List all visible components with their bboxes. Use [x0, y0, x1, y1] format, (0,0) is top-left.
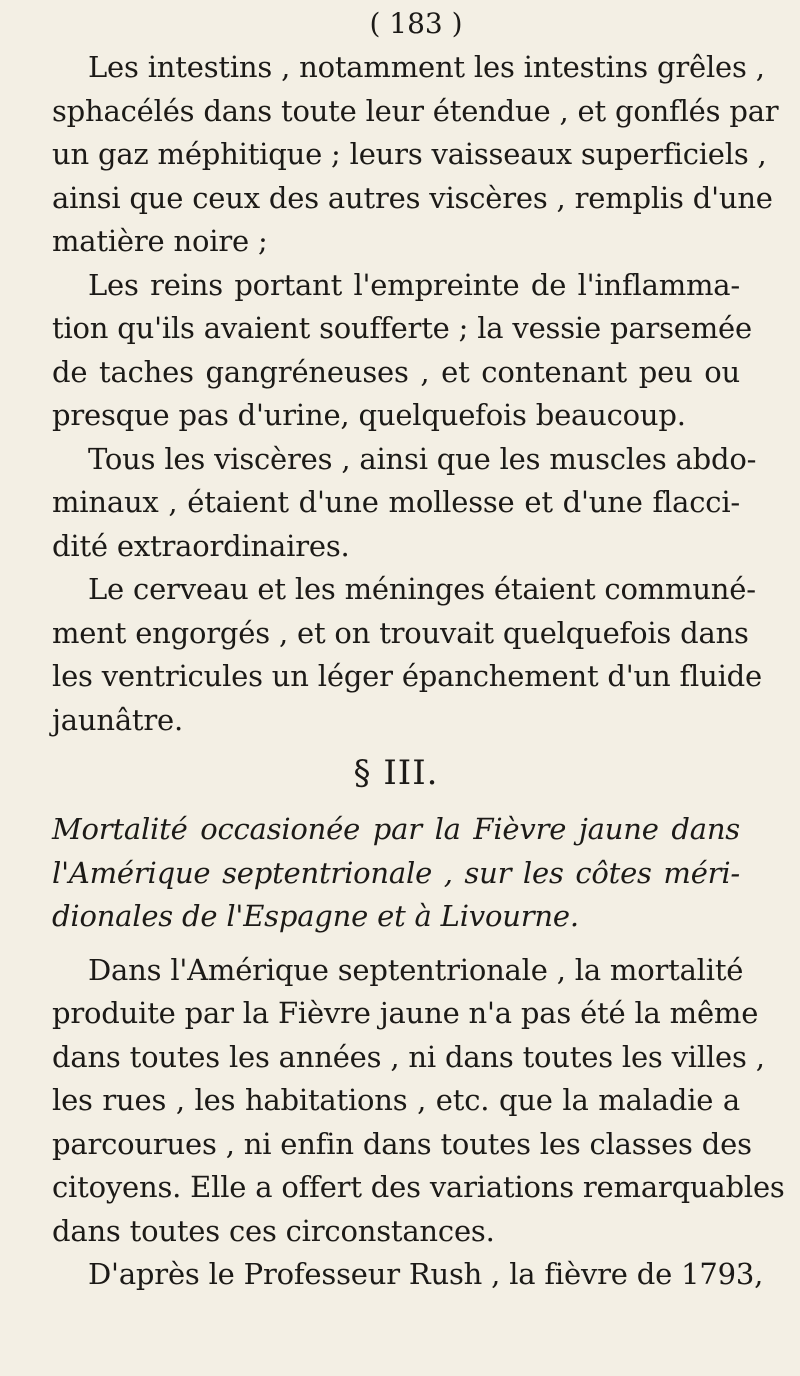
text-line: dans toutes ces circonstances. [52, 1213, 495, 1248]
text-line: Dans l'Amérique septentrionale , la mortalité [88, 952, 744, 987]
section-title-line: l'Amérique septentrionale , sur les côtes méri- [52, 855, 740, 890]
text-line: sphacélés dans toute leur étendue , et gonflés par [52, 93, 779, 128]
paragraph-intestines [52, 46, 779, 264]
section-title-line: Mortalité occasionée par la Fièvre jaune dans [52, 812, 740, 846]
paragraph-viscera [52, 438, 757, 569]
paragraph-rush [52, 1253, 764, 1297]
text-line: parcourues , ni enfin dans toutes les classes des [52, 1126, 752, 1161]
text-line: de taches gangréneuses , et contenant peu ou [52, 354, 740, 389]
section-heading: § III. [353, 753, 439, 793]
text-line: un gaz méphitique ; leurs vaisseaux superficiels , [52, 137, 767, 171]
text-line: les ventricules un léger épanchement d'un fluide [52, 659, 763, 693]
text-line: ment engorgés , et on trouvait quelquefois dans [52, 615, 749, 650]
paragraph-brain [52, 568, 763, 742]
text-line: Les reins portant l'empreinte de l'inflamma- [88, 267, 740, 302]
text-line: Tous les viscères , ainsi que les muscles abdo- [88, 441, 757, 476]
text-line: dans toutes les années , ni dans toutes les villes , [52, 1039, 765, 1074]
spacer [52, 939, 740, 949]
text-line: les rues , les habitations , etc. que la maladie a [52, 1083, 740, 1117]
text-line: produite par la Fièvre jaune n'a pas été la même [52, 996, 759, 1030]
text-line: minaux , étaient d'une mollesse et d'une flacci- [52, 485, 740, 519]
text-line: Les intestins , notamment les intestins grêles , [88, 50, 765, 84]
text-line: tion qu'ils avaient soufferte ; la vessie parsemée [52, 311, 752, 345]
text-line: dité extraordinaires. [52, 528, 350, 563]
paragraph-mortality [52, 949, 785, 1254]
section-title [52, 808, 740, 939]
text-line: citoyens. Elle a offert des variations remarquables [52, 1170, 785, 1204]
text-line: jaunâtre. [52, 702, 184, 737]
text-line: matière noire ; [52, 224, 268, 258]
page-number: ( 183 ) [369, 7, 463, 40]
text-line: D'après le Professeur Rush , la fièvre de 1793, [88, 1257, 764, 1291]
text-line: Le cerveau et les méninges étaient communé- [88, 572, 756, 606]
text-line: ainsi que ceux des autres viscères , remplis d'une [52, 180, 773, 215]
text-line: presque pas d'urine, quelquefois beaucoup. [52, 398, 686, 432]
section-title-line: dionales de l'Espagne et à Livourne. [52, 899, 579, 933]
paragraph-kidneys [52, 264, 752, 438]
